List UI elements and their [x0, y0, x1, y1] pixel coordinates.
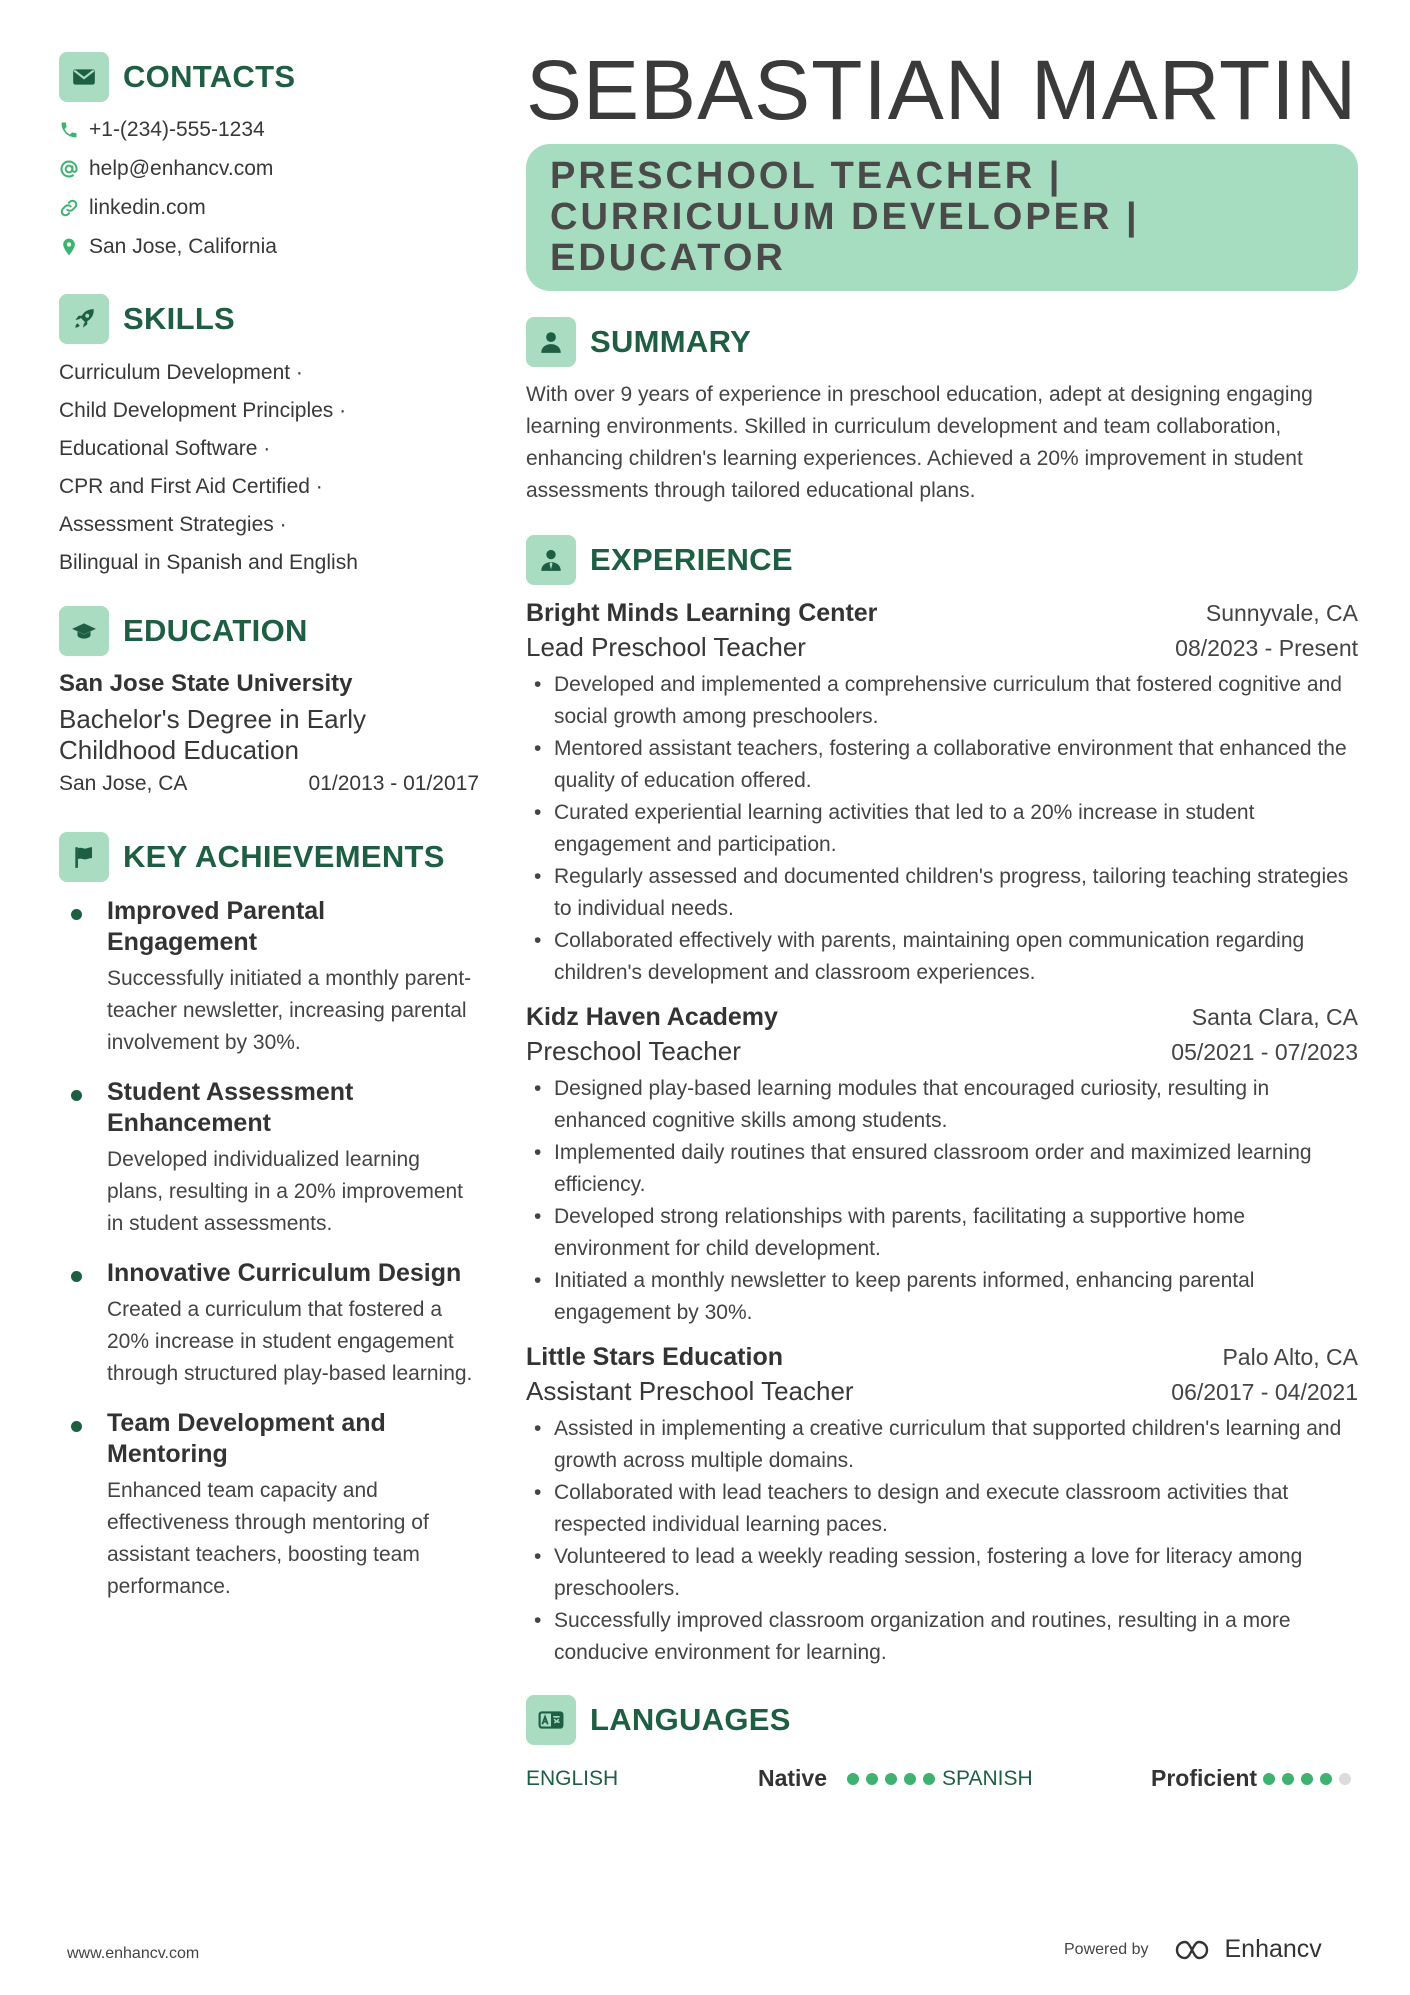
- job-role: Assistant Preschool Teacher: [526, 1376, 854, 1406]
- envelope-icon: [59, 52, 109, 102]
- job-role: Lead Preschool Teacher: [526, 632, 806, 662]
- achievement-item: [59, 1077, 479, 1240]
- phone-icon: [59, 120, 79, 140]
- skill-item: Child Development Principles ·: [59, 399, 347, 422]
- job-company: Little Stars Education: [526, 1343, 783, 1371]
- education-dates: 01/2013 - 01/2017: [308, 772, 479, 795]
- job-bullet: • Developed strong relationships with parents, facilitating a supportive home environment for child development.: [526, 1201, 1358, 1265]
- achievement-title: Team Development and Mentoring: [107, 1409, 386, 1468]
- achievement-item: [59, 1408, 479, 1603]
- achievement-desc: Successfully initiated a monthly parent-teacher newsletter, increasing parental involvement by 30%.: [107, 967, 472, 1054]
- flag-icon: [59, 832, 109, 882]
- rating-dot-filled: [885, 1773, 897, 1785]
- contact-linkedin: [59, 188, 479, 227]
- job-bullet: • Developed and implemented a comprehensive curriculum that fostered cognitive and social growth among preschoolers.: [526, 669, 1358, 733]
- job-role: Preschool Teacher: [526, 1036, 741, 1066]
- job-dates: 06/2017 - 04/2021: [1171, 1379, 1358, 1405]
- achievement-title: Improved Parental Engagement: [107, 897, 326, 956]
- achievement-desc: Created a curriculum that fostered a 20% increase in student engagement through structured play-based learning.: [107, 1298, 473, 1385]
- language-level: Native: [757, 1765, 827, 1791]
- job-bullet: • Initiated a monthly newsletter to keep parents informed, enhancing parental engagement by 30%.: [526, 1265, 1358, 1329]
- education-header: [59, 606, 479, 656]
- job-company: Bright Minds Learning Center: [526, 599, 878, 627]
- job-entry: [526, 1343, 1358, 1669]
- job-title: PRESCHOOL TEACHER | CURRICULUM DEVELOPER | EDUCATOR: [550, 155, 1140, 279]
- job-location: Sunnyvale, CA: [1205, 600, 1358, 626]
- education-degree: Bachelor's Degree in Early Childhood Education: [59, 704, 366, 765]
- language-level: Proficient: [1151, 1765, 1258, 1791]
- rating-dot-filled: [866, 1773, 878, 1785]
- phone-text[interactable]: +1-(234)-555-1234: [89, 117, 265, 141]
- job-entry: [526, 1003, 1358, 1329]
- job-bullet: • Curated experiential learning activities that led to a 20% increase in student engagement and participation.: [526, 797, 1358, 861]
- rocket-icon: [59, 294, 109, 344]
- map-pin-icon: [59, 237, 79, 257]
- skill-item: Curriculum Development ·: [59, 361, 303, 384]
- education-school: San Jose State University: [59, 670, 353, 697]
- rating-dot-filled: [1301, 1773, 1313, 1785]
- job-entry: [526, 599, 1358, 989]
- graduation-cap-icon: [59, 606, 109, 656]
- achievement-item: [59, 1258, 479, 1390]
- job-bullet: • Assisted in implementing a creative curriculum that supported children's learning and growth across multiple domains.: [526, 1413, 1358, 1477]
- skills-header: [59, 294, 479, 344]
- education-entry: [59, 670, 479, 796]
- enhancv-logo-icon: [1173, 1939, 1217, 1961]
- achievements-title: KEY ACHIEVEMENTS: [123, 839, 445, 874]
- bullet-dot: [71, 1090, 82, 1101]
- rating-dot-empty: [1339, 1773, 1351, 1785]
- contact-phone: [59, 110, 479, 149]
- bullet-dot: [71, 1421, 82, 1432]
- education-location: San Jose, CA: [59, 772, 188, 795]
- footer-branding: [1064, 1935, 1322, 1964]
- education-title: EDUCATION: [123, 613, 308, 648]
- bullet-dot: [71, 1271, 82, 1282]
- achievement-desc: Enhanced team capacity and effectiveness through mentoring of assistant teachers, boosting team performance.: [107, 1479, 429, 1598]
- achievements-header: [59, 832, 479, 882]
- user-icon: [526, 317, 576, 367]
- skills-title: SKILLS: [123, 301, 236, 336]
- link-icon: [59, 198, 79, 218]
- job-dates: 05/2021 - 07/2023: [1171, 1039, 1358, 1065]
- contact-email: [59, 149, 479, 188]
- summary-header: [526, 317, 1358, 367]
- rating-dot-filled: [847, 1773, 859, 1785]
- summary-title: SUMMARY: [590, 324, 752, 359]
- brand-name: Enhancv: [1224, 1935, 1322, 1963]
- left-column: [59, 52, 479, 1621]
- experience-title: EXPERIENCE: [590, 542, 793, 577]
- language-item: [526, 1765, 942, 1792]
- title-banner: [526, 144, 1358, 291]
- job-bullet: • Successfully improved classroom organization and routines, resulting in a more conducive environment for learning.: [526, 1605, 1358, 1669]
- language-name: ENGLISH: [526, 1766, 619, 1790]
- rating-dot-filled: [923, 1773, 935, 1785]
- rating-dot-filled: [904, 1773, 916, 1785]
- contacts-title: CONTACTS: [123, 59, 296, 94]
- language-rating: [847, 1773, 942, 1785]
- language-rating: [1263, 1773, 1358, 1785]
- at-icon: [59, 159, 79, 179]
- skill-item: CPR and First Aid Certified ·: [59, 475, 323, 498]
- job-company: Kidz Haven Academy: [526, 1003, 778, 1031]
- linkedin-text[interactable]: linkedin.com: [89, 195, 206, 219]
- footer-website[interactable]: www.enhancv.com: [67, 1945, 200, 1962]
- brand-logo[interactable]: [1173, 1935, 1322, 1964]
- job-bullet: • Collaborated with lead teachers to design and execute classroom activities that respected individual learning paces.: [526, 1477, 1358, 1541]
- language-name: SPANISH: [942, 1766, 1033, 1790]
- language-item: [942, 1765, 1358, 1792]
- experience-header: [526, 535, 1358, 585]
- job-bullet: • Volunteered to lead a weekly reading session, fostering a love for literacy among preschoolers.: [526, 1541, 1358, 1605]
- job-bullet: • Collaborated effectively with parents, maintaining open communication regarding children's development and classroom experiences.: [526, 925, 1358, 989]
- powered-by-label: Powered by: [1064, 1940, 1149, 1958]
- job-location: Palo Alto, CA: [1222, 1344, 1358, 1370]
- location-text: San Jose, California: [89, 234, 277, 258]
- job-location: Santa Clara, CA: [1191, 1004, 1358, 1030]
- language-icon: [526, 1695, 576, 1745]
- right-column: [526, 40, 1358, 1792]
- job-bullet: • Designed play-based learning modules that encouraged curiosity, resulting in enhanced cognitive skills among students.: [526, 1073, 1358, 1137]
- achievement-item: [59, 896, 479, 1059]
- rating-dot-filled: [1263, 1773, 1275, 1785]
- skill-item: Assessment Strategies ·: [59, 513, 287, 536]
- languages-header: [526, 1695, 1358, 1745]
- job-bullet: • Mentored assistant teachers, fostering a collaborative environment that enhanced the quality of education offered.: [526, 733, 1358, 797]
- bullet-dot: [71, 909, 82, 920]
- achievement-title: Innovative Curriculum Design: [107, 1259, 462, 1287]
- rating-dot-filled: [1320, 1773, 1332, 1785]
- achievement-title: Student Assessment Enhancement: [107, 1078, 354, 1137]
- job-dates: 08/2023 - Present: [1175, 635, 1358, 661]
- contact-location: [59, 227, 479, 266]
- user-tie-icon: [526, 535, 576, 585]
- candidate-name: SEBASTIAN MARTIN: [526, 43, 1358, 137]
- email-text[interactable]: help@enhancv.com: [89, 156, 274, 180]
- job-bullet: • Implemented daily routines that ensured classroom order and maximized learning efficiency.: [526, 1137, 1358, 1201]
- skill-item: Educational Software ·: [59, 437, 271, 460]
- achievement-desc: Developed individualized learning plans, resulting in a 20% improvement in student assessments.: [107, 1148, 464, 1235]
- languages-title: LANGUAGES: [590, 1702, 791, 1737]
- summary-text: With over 9 years of experience in preschool education, adept at designing engaging learning environments. Skilled in curriculum development and team collaboration, enhancing children's learning experiences. Achieved a 20% improvement in student assessments through tailored educational plans.: [526, 383, 1313, 502]
- skill-item: Bilingual in Spanish and English: [59, 551, 358, 574]
- contacts-header: [59, 52, 479, 102]
- rating-dot-filled: [1282, 1773, 1294, 1785]
- job-bullet: • Regularly assessed and documented children's progress, tailoring teaching strategies to individual needs.: [526, 861, 1358, 925]
